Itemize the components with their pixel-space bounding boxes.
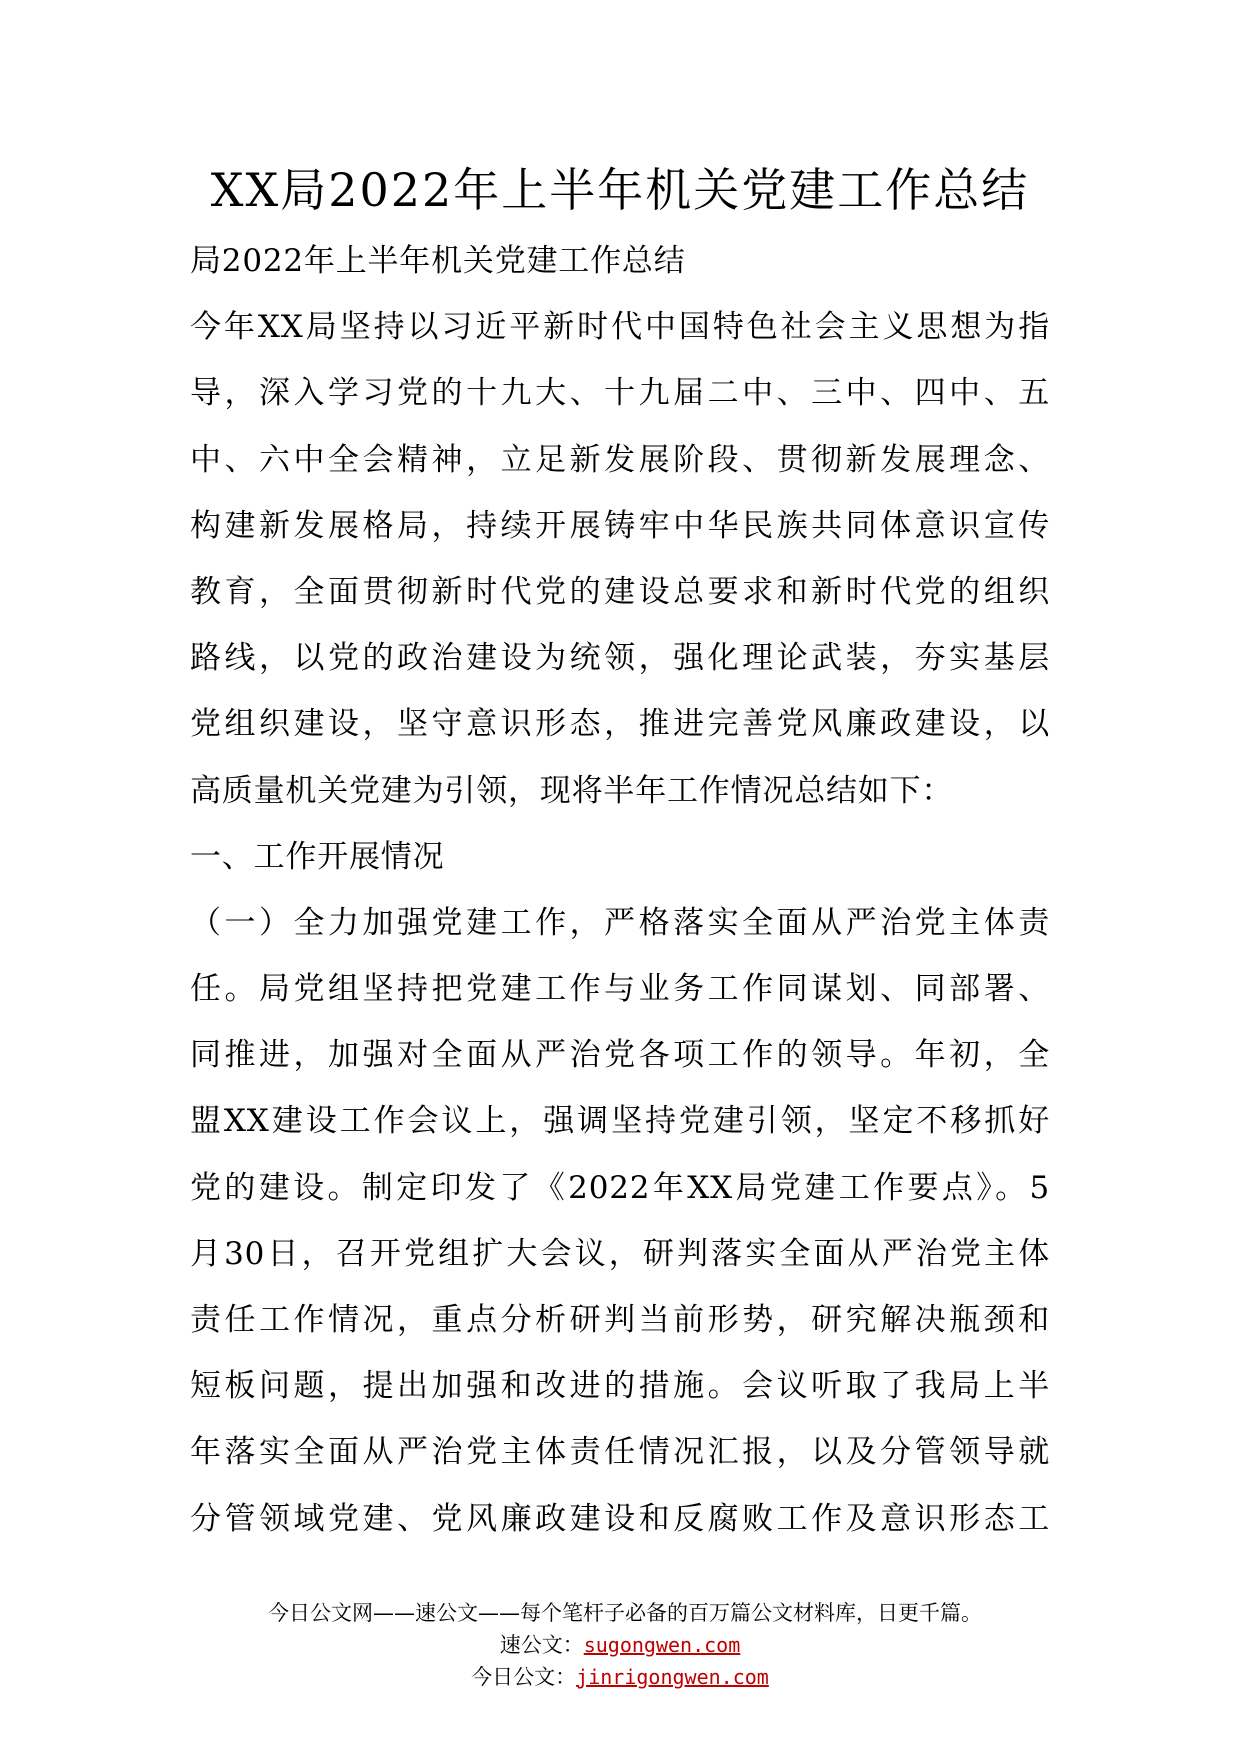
paragraph-line: 同推进，加强对全面从严治党各项工作的领导。年初，全 xyxy=(190,1037,1050,1074)
paragraph-line: 构建新发展格局，持续开展铸牢中华民族共同体意识宣传 xyxy=(190,507,1050,544)
sugongwen-link[interactable]: sugongwen.com xyxy=(583,1633,741,1657)
paragraph-line: 路线，以党的政治建设为统领，强化理论武装，夯实基层 xyxy=(190,640,1050,677)
section-heading: 一、工作开展情况 xyxy=(190,838,445,875)
document-title: XX局2022年上半年机关党建工作总结 xyxy=(210,163,1030,217)
footer-link1-label: 速公文： xyxy=(499,1633,584,1657)
paragraph-line: 月30日，召开党组扩大会议，研判落实全面从严治党主体 xyxy=(190,1235,1050,1272)
footer-link-row-2 xyxy=(0,1661,1240,1693)
paragraph-line: 盟XX建设工作会议上，强调坚持党建引领，坚定不移抓好 xyxy=(190,1103,1050,1140)
footer-tagline: 今日公文网——速公文——每个笔杆子必备的百万篇公文材料库，日更千篇。 xyxy=(268,1601,982,1625)
paragraph-line: 教育，全面贯彻新时代党的建设总要求和新时代党的组织 xyxy=(190,573,1050,610)
paragraph-line: 党组织建设，坚守意识形态，推进完善党风廉政建设，以 xyxy=(190,706,1050,743)
paragraph-line: 党的建设。制定印发了《2022年XX局党建工作要点》。5 xyxy=(190,1169,1050,1206)
footer-link-row-1 xyxy=(0,1629,1240,1661)
paragraph-line: 导，深入学习党的十九大、十九届二中、三中、四中、五 xyxy=(190,375,1050,412)
paragraph-line: 年落实全面从严治党主体责任情况汇报，以及分管领导就 xyxy=(190,1434,1050,1471)
paragraph-line: 高质量机关党建为引领，现将半年工作情况总结如下： xyxy=(190,772,954,809)
paragraph-line: 分管领域党建、党风廉政建设和反腐败工作及意识形态工 xyxy=(190,1500,1050,1537)
footer-link2-label: 今日公文： xyxy=(471,1665,577,1689)
page-footer xyxy=(0,1597,1240,1693)
paragraph-line: 中、六中全会精神，立足新发展阶段、贯彻新发展理念、 xyxy=(190,441,1050,478)
paragraph-line: 责任工作情况，重点分析研判当前形势，研究解决瓶颈和 xyxy=(190,1302,1050,1338)
paragraph-line: 任。局党组坚持把党建工作与业务工作同谋划、同部署、 xyxy=(190,971,1050,1008)
jinrigongwen-link[interactable]: jinrigongwen.com xyxy=(576,1665,769,1689)
document-body xyxy=(190,228,1050,1552)
subtitle-line: 局2022年上半年机关党建工作总结 xyxy=(190,243,686,279)
paragraph-line: （一）全力加强党建工作，严格落实全面从严治党主体责 xyxy=(190,904,1050,941)
paragraph-line: 今年XX局坚持以习近平新时代中国特色社会主义思想为指 xyxy=(190,309,1050,346)
paragraph-line: 短板问题，提出加强和改进的措施。会议听取了我局上半 xyxy=(190,1368,1050,1405)
